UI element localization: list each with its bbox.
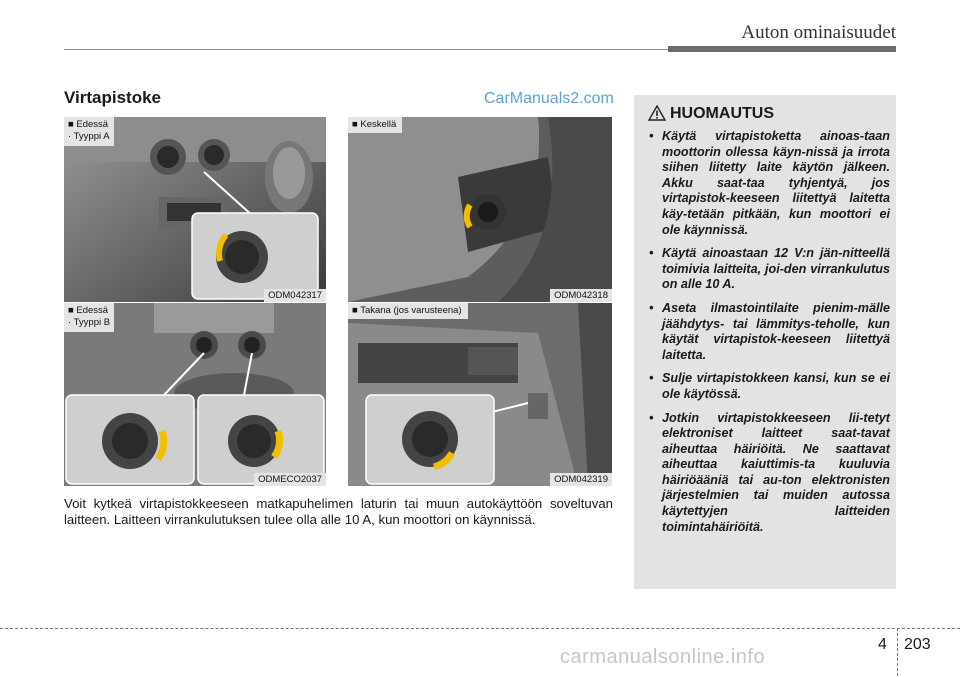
figure-code: ODM042319 — [550, 473, 612, 486]
page-number: 203 — [904, 636, 931, 653]
caution-item: • Käytä ainoastaan 12 V:n jän-nitteellä toimivia laitteita, joi-den virrankulutus on alle 10 A. — [644, 246, 890, 293]
figure-code: ODMECO2037 — [254, 473, 326, 486]
figure-location-label — [64, 303, 114, 332]
footer-divider — [897, 628, 898, 676]
figure-location-label — [348, 117, 402, 133]
figure-middle — [348, 117, 612, 302]
figure-code: ODM042317 — [264, 289, 326, 302]
figure-location: ■ Takana (jos varusteena) — [352, 305, 462, 316]
figure-front-type-a — [64, 117, 326, 302]
caution-item: • Aseta ilmastointilaite pienim-mälle jäähdytys- tai lämmitys-teholle, kun käytät virtapistok-keeseen liitettyä laitetta. — [644, 301, 890, 363]
figure-location: ■ Edessä — [68, 119, 109, 130]
watermark-top[interactable]: CarManuals2.com — [484, 90, 614, 107]
running-header: Auton ominaisuudet — [741, 22, 896, 43]
photo-middle-console — [348, 117, 612, 302]
caution-title: HUOMAUTUS — [670, 105, 774, 122]
caution-item: • Käytä virtapistoketta ainoas-taan moottorin ollessa käyn-nissä ja irrota siihen liitetty laite käytön jälkeen. Akku saat-taa tyhjentyä, jos virtapistok-keeseen liitettyä laitetta käy-tetään pitkään, kun moottori ei ole käynnissä. — [644, 129, 890, 238]
warning-triangle-icon — [648, 105, 666, 121]
chapter-number: 4 — [878, 636, 887, 653]
figure-subtype: · Tyyppi A — [68, 131, 110, 142]
header-bar — [668, 46, 896, 52]
body-paragraph: Voit kytkeä virtapistokkeeseen matkapuhelimen laturin tai muun autokäyttöön soveltuvan laitteen. Laitteen virrankulutuksen tulee olla alle 10 A, kun moottori on käynnissä. — [64, 496, 613, 527]
figure-location: ■ Keskellä — [352, 119, 397, 130]
figure-front-type-b — [64, 303, 326, 486]
header-rule — [64, 49, 668, 50]
caution-item: • Jotkin virtapistokkeeseen lii-tetyt elektroniset laitteet saat-tavat aiheuttaa häiriöitä. Ne saattavat aiheuttaa kaiuttimis-ta kuuluvia häiriöääniä tai au-ton elektronisten järjestelmien tai muiden autossa käytettyjen laitteiden toimintahäiriöitä. — [644, 411, 890, 536]
caution-box — [634, 95, 896, 589]
photo-rear-cargo — [348, 303, 612, 486]
caution-item: • Sulje virtapistokkeen kansi, kun se ei ole käytössä. — [644, 371, 890, 402]
figure-subtype: · Tyyppi B — [68, 317, 111, 328]
figure-rear — [348, 303, 612, 486]
figure-code: ODM042318 — [550, 289, 612, 302]
figure-location-label — [348, 303, 468, 319]
footer-rule — [0, 628, 960, 629]
figure-location-label — [64, 117, 114, 146]
figure-location: ■ Edessä — [68, 305, 109, 316]
caution-list — [644, 129, 890, 543]
section-title: Virtapistoke — [64, 88, 162, 107]
watermark-bottom[interactable]: carmanualsonline.info — [560, 646, 766, 668]
